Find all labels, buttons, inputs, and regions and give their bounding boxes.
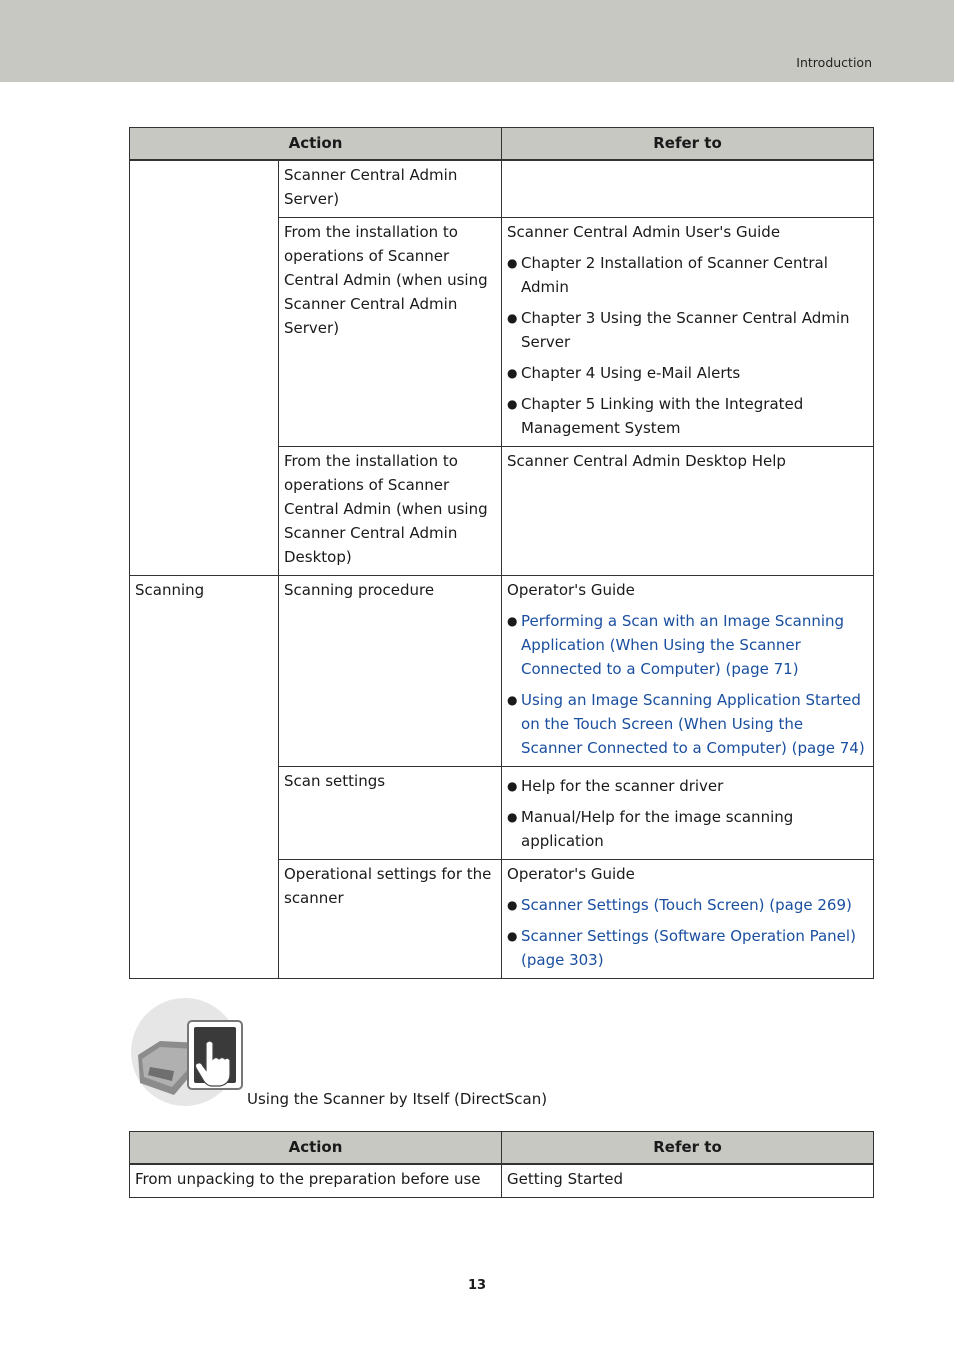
sub-action-cell: Scan settings	[279, 767, 502, 860]
category-cell	[130, 160, 279, 576]
bullet-item: ● Manual/Help for the image scanning application	[507, 805, 868, 853]
bullet-item: ● Chapter 4 Using e-Mail Alerts	[507, 361, 868, 385]
bullet-icon: ●	[507, 256, 518, 270]
bullet-item	[507, 924, 868, 972]
sub-action-cell: Operational settings for the scanner	[279, 860, 502, 979]
sub-action-cell: Scanning procedure	[279, 576, 502, 767]
scanner-touch-icon	[130, 997, 246, 1107]
bullet-icon: ●	[507, 397, 518, 411]
action-cell: From unpacking to the preparation before use	[130, 1164, 502, 1198]
sub-action-cell: Scanner Central Admin Server)	[279, 160, 502, 218]
link-performing-scan[interactable]: Performing a Scan with an Image Scanning Application (When Using the Scanner Connected to a Computer) (page 71)	[521, 612, 845, 678]
refer-lead: Scanner Central Admin User's Guide	[507, 223, 781, 241]
refer-cell	[502, 860, 874, 979]
page-number: 13	[467, 1278, 487, 1293]
refer-cell: Getting Started	[502, 1164, 874, 1198]
table-header-row	[130, 1132, 874, 1165]
link-software-panel-settings[interactable]: Scanner Settings (Software Operation Panel) (page 303)	[521, 927, 856, 969]
bullet-icon: ●	[507, 810, 518, 824]
bullet-icon: ●	[507, 898, 518, 912]
refer-lead: Operator's Guide	[507, 581, 635, 599]
directscan-section	[130, 997, 550, 1112]
table-row	[130, 1164, 874, 1198]
refer-lead: Operator's Guide	[507, 865, 635, 883]
link-touch-screen-scan[interactable]: Using an Image Scanning Application Started on the Touch Screen (When Using the Scanner Connected to a Computer) (page 74)	[521, 691, 865, 757]
bullet-item: ● Help for the scanner driver	[507, 774, 868, 798]
bullet-icon: ●	[507, 779, 518, 793]
bullet-icon: ●	[507, 311, 518, 325]
refer-cell	[502, 767, 874, 860]
bullet-icon: ●	[507, 929, 518, 943]
header-action: Action	[130, 1132, 502, 1165]
header-band	[0, 0, 954, 82]
refer-cell	[502, 160, 874, 218]
bullet-icon: ●	[507, 693, 518, 707]
link-touch-screen-settings[interactable]: Scanner Settings (Touch Screen) (page 269)	[521, 896, 852, 914]
bullet-item	[507, 609, 868, 681]
refer-cell	[502, 218, 874, 447]
bullet-item: ● Chapter 2 Installation of Scanner Central Admin	[507, 251, 868, 299]
table-header-row	[130, 128, 874, 161]
bullet-icon: ●	[507, 366, 518, 380]
bullet-item	[507, 688, 868, 760]
bullet-item	[507, 893, 868, 917]
sub-action-cell: From the installation to operations of Scanner Central Admin (when using Scanner Central Admin Server)	[279, 218, 502, 447]
reference-table	[129, 127, 874, 979]
directscan-table	[129, 1131, 874, 1198]
sub-action-cell: From the installation to operations of Scanner Central Admin (when using Scanner Central Admin Desktop)	[279, 447, 502, 576]
header-refer: Refer to	[502, 128, 874, 161]
bullet-item: ● Chapter 3 Using the Scanner Central Admin Server	[507, 306, 868, 354]
section-title: Introduction	[796, 55, 872, 70]
directscan-caption: Using the Scanner by Itself (DirectScan)	[247, 1090, 548, 1108]
bullet-icon: ●	[507, 614, 518, 628]
bullet-item: ● Chapter 5 Linking with the Integrated Management System	[507, 392, 868, 440]
table-row	[130, 576, 874, 767]
refer-cell	[502, 576, 874, 767]
category-cell: Scanning	[130, 576, 279, 979]
header-action: Action	[130, 128, 502, 161]
refer-cell: Scanner Central Admin Desktop Help	[502, 447, 874, 576]
header-refer: Refer to	[502, 1132, 874, 1165]
table-row	[130, 160, 874, 218]
